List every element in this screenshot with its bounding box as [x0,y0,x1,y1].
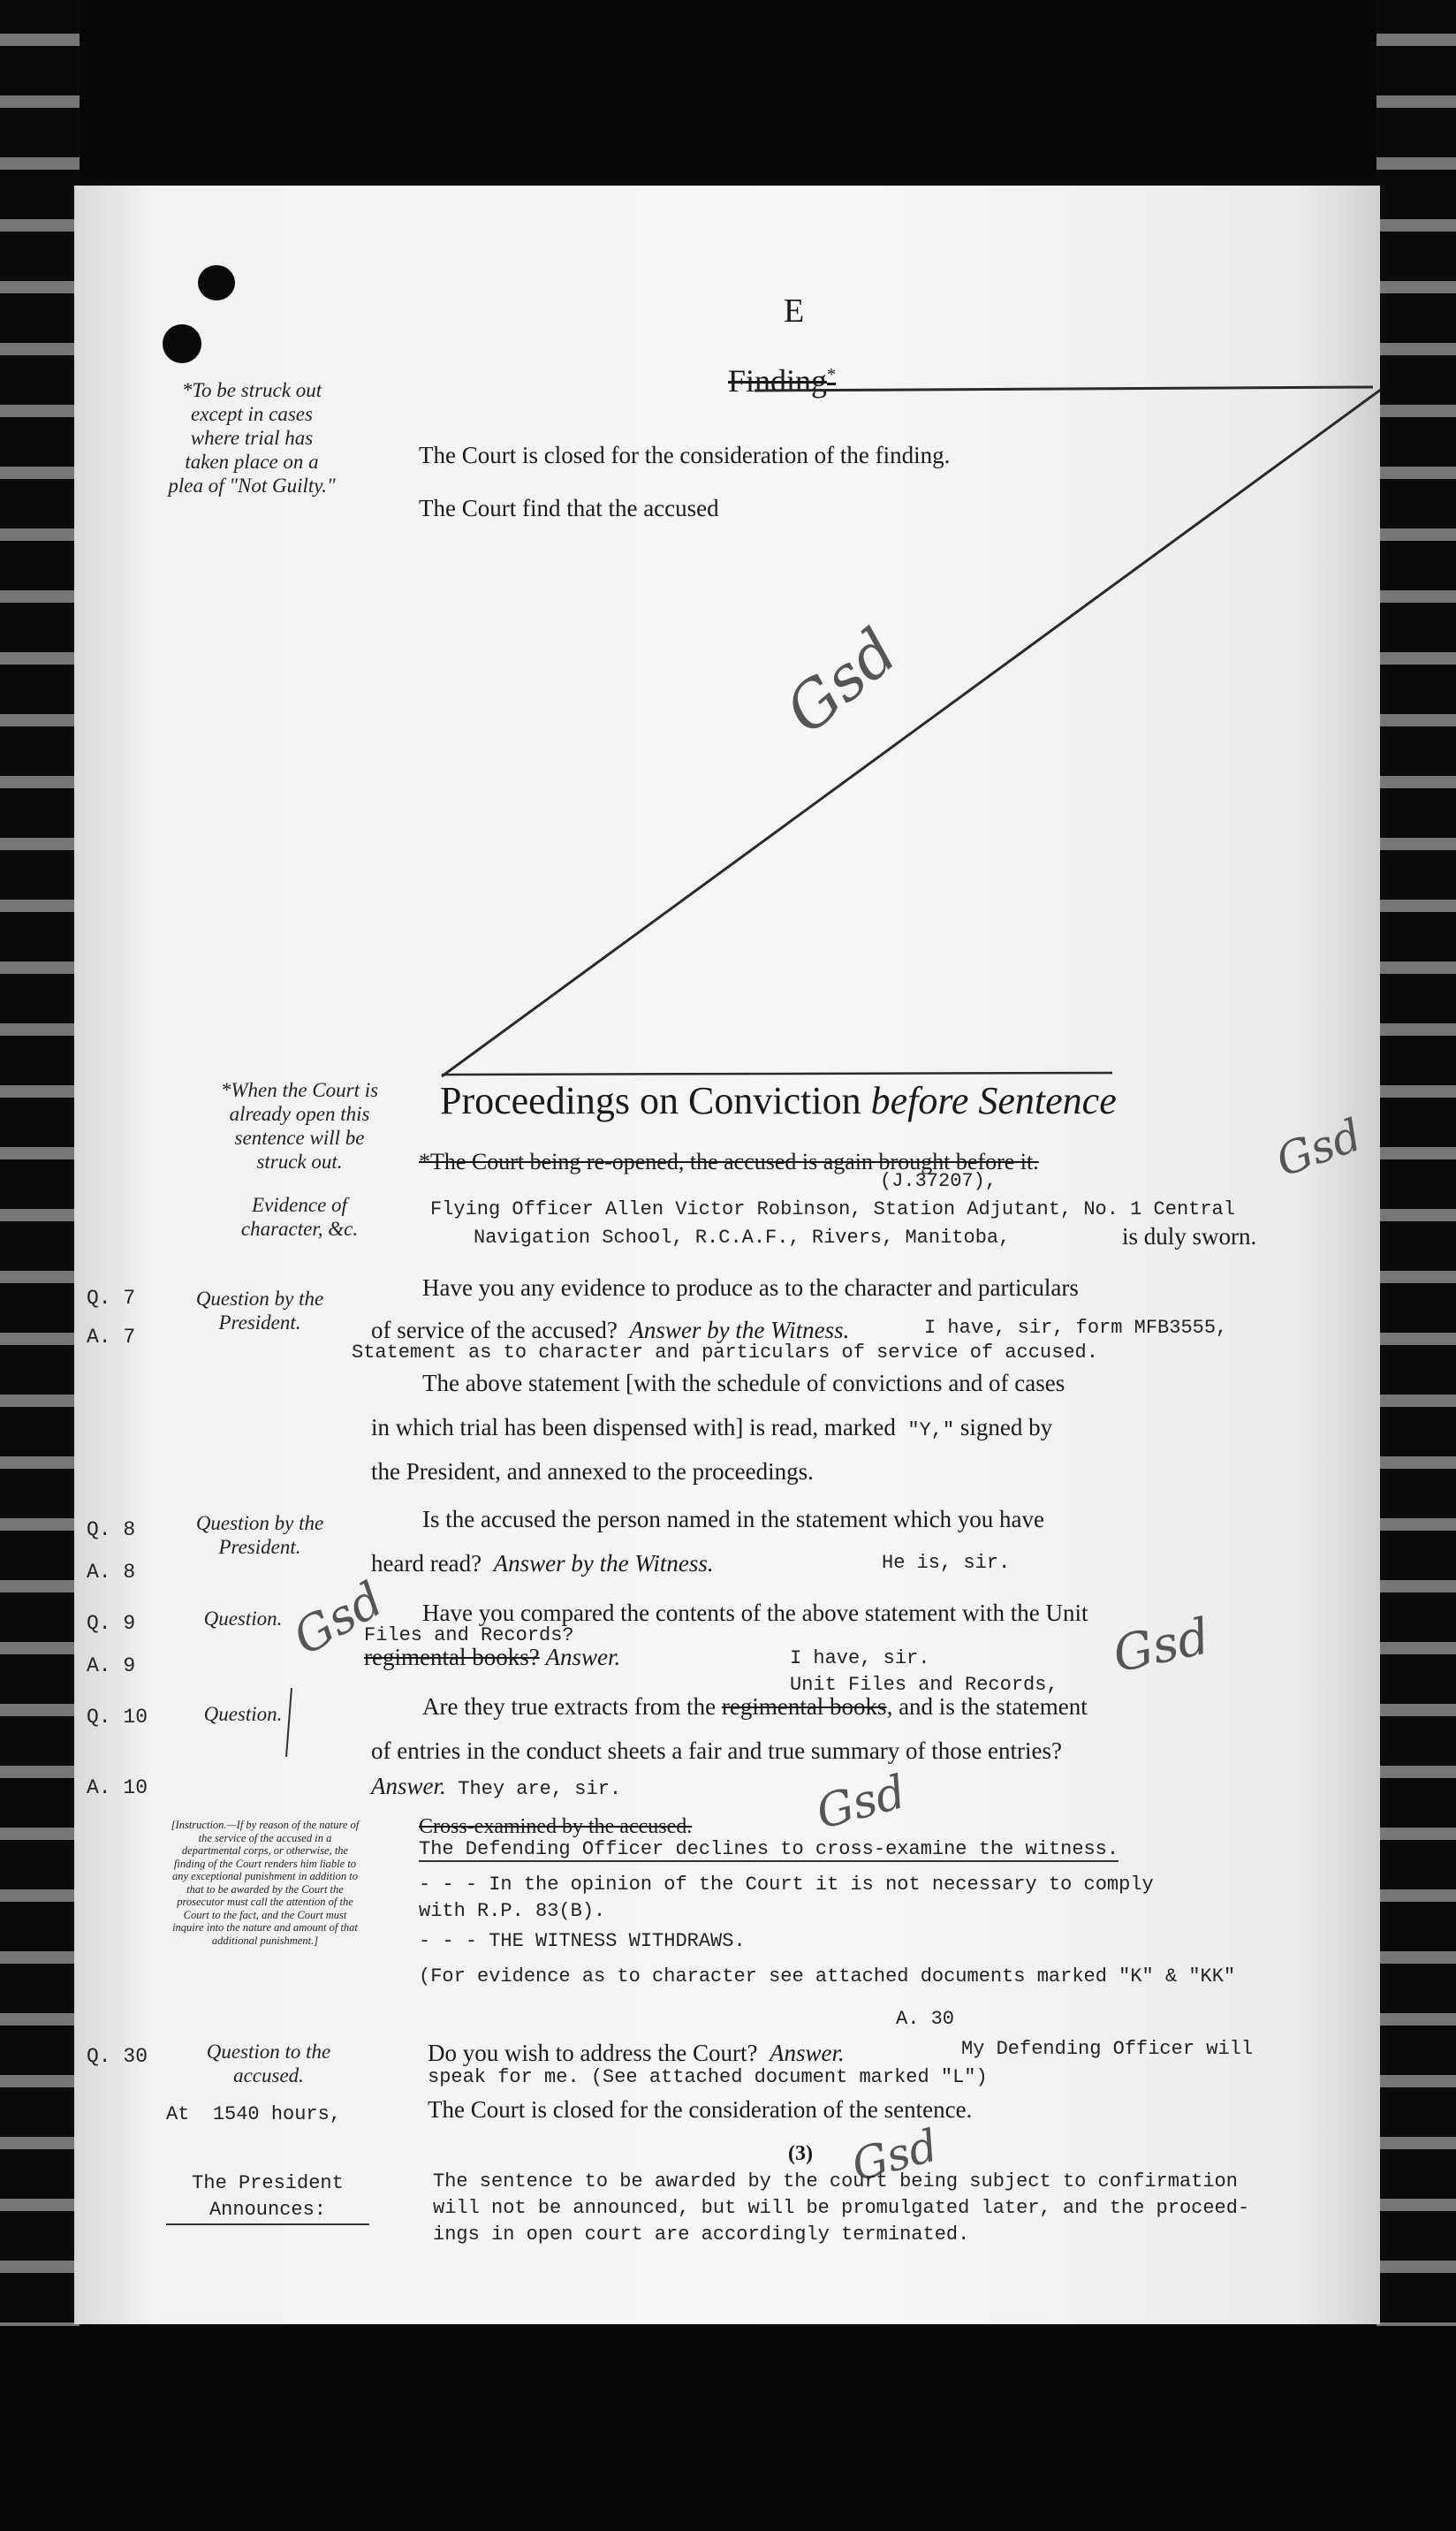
a9-text: I have, sir. [790,1647,930,1669]
a8-text: He is, sir. [882,1552,1011,1574]
page-letter: E [784,293,805,330]
q7-text: Have you any evidence to produce as to the character and particulars [422,1274,1079,1301]
finding-line-2: The Court find that the accused [419,495,719,521]
initials-mark: Gsd [771,614,912,749]
announce-line-1: The sentence to be awarded by the court being subject to confirmation [433,2170,1238,2193]
struck-cross-examined: Cross-examined by the accused. [419,1815,693,1838]
a9-label: A. 9 [87,1654,136,1677]
finding-margin-note: *To be struck out except in cases where trial has taken place on a plea of "Not Guilty." [168,379,336,497]
q10-text: Are they true extracts from the regimental books, and is the statement [422,1693,1088,1720]
q9-label: Q. 9 [87,1612,136,1635]
q30-question-to-accused: Question to the accused. [206,2041,331,2086]
opinion-line-1: - - - In the opinion of the Court it is not necessary to comply [419,1874,1154,1896]
a10-label: A. 10 [87,1776,148,1799]
initials-mark: Gsd [1108,1608,1215,1684]
film-top-band [0,0,1456,181]
statement-line-1: The above statement [with the schedule of convictions and of cases [422,1370,1065,1396]
q30-text: Do you wish to address the Court? Answer. [428,2040,845,2066]
q30-answer: My Defending Officer will [961,2038,1254,2060]
finding-line-1: The Court is closed for the consideration of the finding. [419,442,951,468]
president-announces: The President Announces: [166,2170,369,2225]
statement-line-3: the President, and annexed to the proceedings. [371,1458,814,1485]
character-evidence-note: (For evidence as to character see attached documents marked "K" & "KK" [419,1965,1236,1988]
defending-officer-declines: The Defending Officer declines to cross-examine the witness. [419,1838,1119,1860]
announce-line-3: ings in open court are accordingly terminated. [433,2223,970,2246]
evidence-margin-note: Evidence of character, &c. [240,1194,359,1240]
a7-text-2: Statement as to character and particulars of service of accused. [352,1342,1098,1364]
finding-heading: Finding* [728,363,837,399]
q10-question-label: Question. [203,1703,283,1725]
instruction-note: [Instruction.—If by reason of the nature of the service of the accused in a departmental corps, or otherwise, the finding of the Court renders him liable to any exceptional punishment in addition to that to be awarded by the Court the prosecutor must call the attention of the Court to the fact, and the Court must inquire into the nature and amount of that additional punishment.] [171,1819,360,1947]
proceedings-heading: Proceedings on Conviction before Sentence [440,1079,1117,1122]
film-edge-left [0,0,80,2531]
q8-text-2: heard read? Answer by the Witness. [371,1550,714,1577]
q7-text-2: of service of the accused? Answer by the Witness. [371,1317,850,1343]
film-bottom-band [0,2326,1456,2531]
court-closed-sentence: The Court is closed for the consideration of the sentence. [428,2096,973,2123]
q9-text: Have you compared the contents of the above statement with the Unit [422,1600,1088,1626]
q9-struck-line: regimental books? Answer. [364,1644,621,1670]
q8-text: Is the accused the person named in the statement which you have [422,1506,1045,1532]
at-time: At 1540 hours, [166,2103,342,2125]
q30-answer-2: speak for me. (See attached document marked "L") [428,2066,988,2088]
q7-by-president: Question by the President. [195,1288,324,1334]
witness-line-2: Navigation School, R.C.A.F., Rivers, Manitoba, [474,1227,1011,1249]
initials-mark: Gsd [1270,1109,1369,1187]
announce-line-2: will not be announced, but will be promulgated later, and the proceed- [433,2197,1250,2219]
q10-text-2: of entries in the conduct sheets a fair and true summary of those entries? [371,1737,1062,1764]
service-number: (J.37207), [880,1170,997,1192]
q10-label: Q. 10 [87,1706,148,1729]
witness-line-1: Flying Officer Allen Victor Robinson, Station Adjutant, No. 1 Central [430,1198,1235,1220]
film-edge-right [1376,0,1456,2531]
statement-line-2: in which trial has been dispensed with] is read, marked "Y," signed by [371,1414,1053,1441]
q10-insert: Unit Files and Records, [790,1674,1058,1696]
struck-reopened-line: *The Court being re-opened, the accused is again brought before it. [419,1149,1039,1174]
sworn-text: is duly sworn. [1122,1223,1257,1250]
q9-insert: Files and Records? [364,1624,574,1646]
a30-label: A. 30 [896,2008,955,2030]
q7-label: Q. 7 [87,1287,136,1310]
a7-text: I have, sir, form MFB3555, [924,1317,1228,1339]
a10-line: Answer. They are, sir. [371,1773,622,1800]
a7-label: A. 7 [87,1326,136,1349]
witness-withdraws: - - - THE WITNESS WITHDRAWS. [419,1930,746,1952]
q9-question-label: Question. [203,1608,283,1630]
q30-label: Q. 30 [87,2045,148,2068]
initials-mark: Gsd [284,1570,393,1667]
a8-label: A. 8 [87,1561,136,1584]
margin-tick-mark [283,1688,300,1759]
finding-diagonal-strike [74,186,1380,1158]
initials-mark: Gsd [846,2119,944,2192]
proceedings-margin-note: *When the Court is already open this sentence will be struck out. [220,1079,379,1173]
page-number: (3) [788,2142,813,2165]
q8-label: Q. 8 [87,1518,136,1541]
q8-by-president: Question by the President. [195,1512,324,1558]
opinion-line-2: with R.P. 83(B). [419,1900,606,1922]
document-page [74,186,1380,2324]
initials-mark: Gsd [810,1765,912,1841]
